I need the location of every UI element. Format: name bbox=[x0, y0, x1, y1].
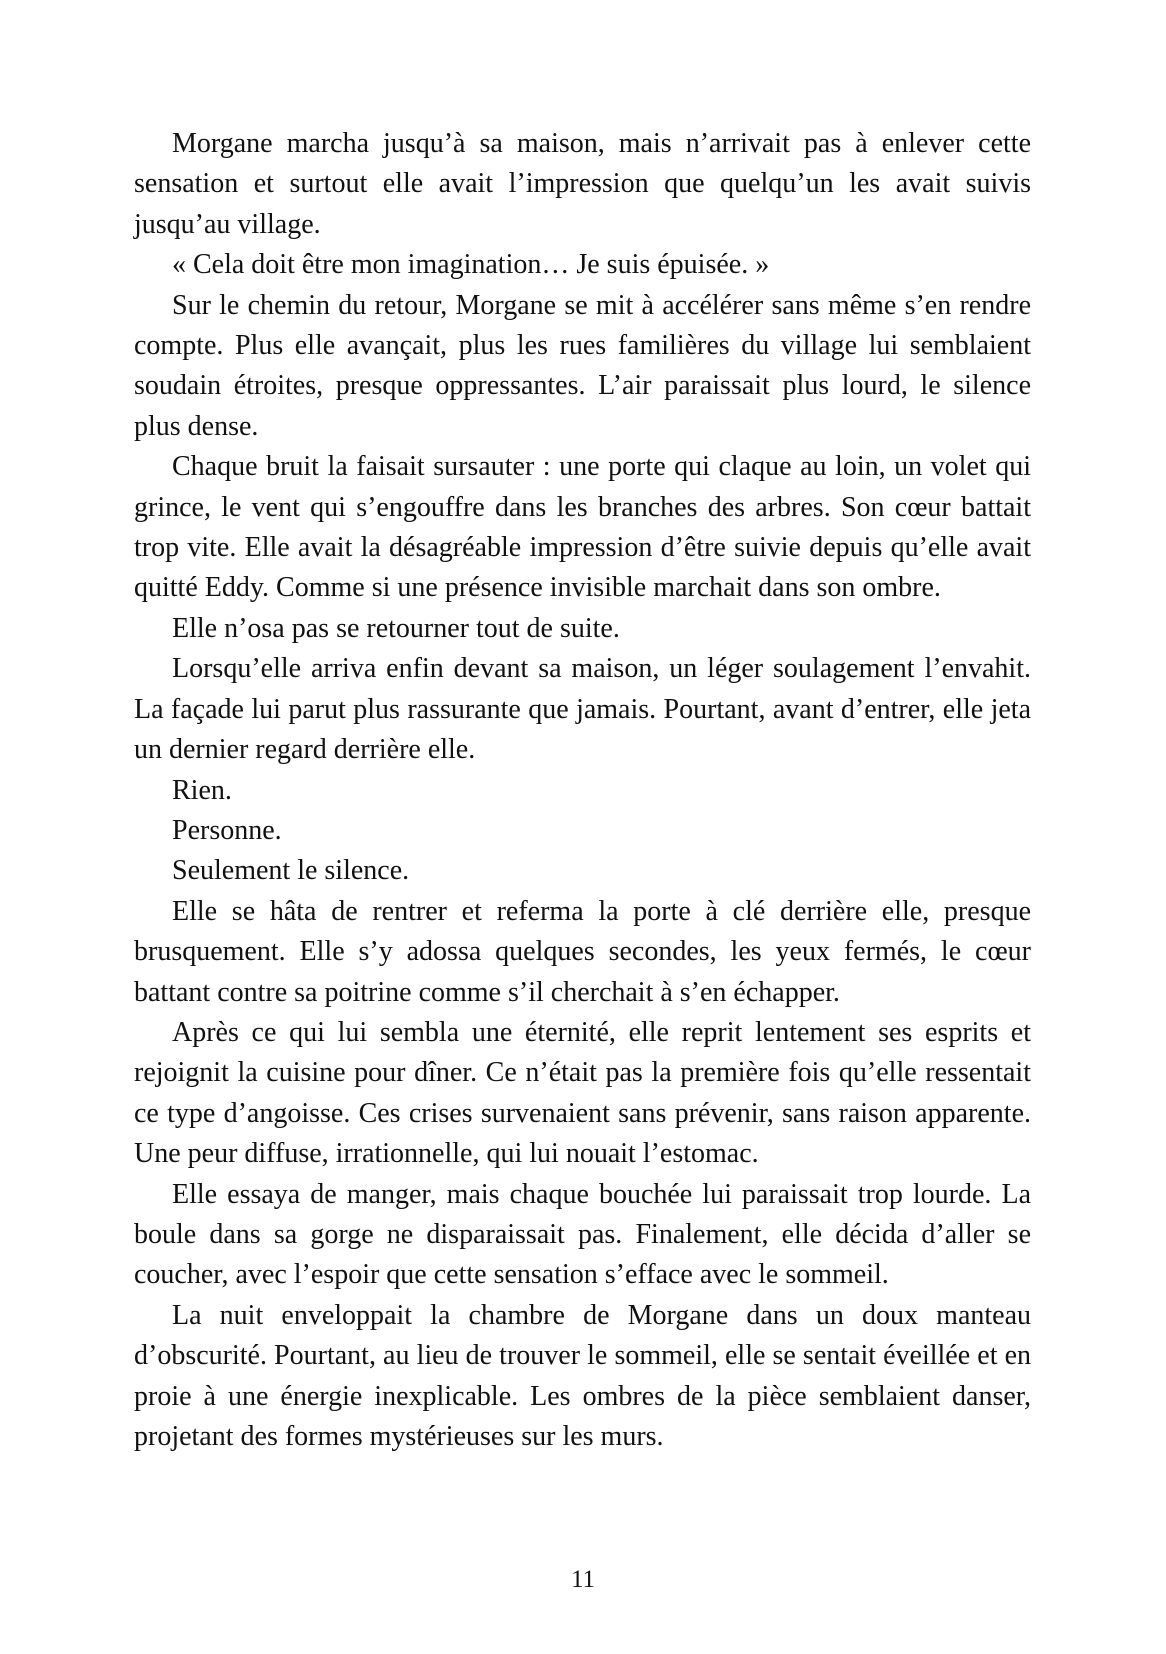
paragraph: Elle se hâta de rentrer et referma la porte à clé derrière elle, presque brusquement. Elle s’y adossa quelques secondes, les yeux fermés, le cœur battant contre sa poitrine comme s’il cherchait à s’en échapper. bbox=[134, 895, 1031, 1008]
paragraph: Lorsqu’elle arriva enfin devant sa maison, un léger soulagement l’envahit. La façade lui parut plus rassurante que jamais. Pourtant, avant d’entrer, elle jeta un dernier regard derrière elle. bbox=[134, 653, 1031, 766]
page-number: 11 bbox=[570, 1566, 596, 1593]
paragraph: Personne. bbox=[172, 814, 282, 846]
paragraph: Rien. bbox=[172, 774, 232, 806]
paragraph: Elle essaya de manger, mais chaque bouchée lui paraissait trop lourde. La boule dans sa gorge ne disparaissait pas. Finalement, elle décida d’aller se coucher, avec l’espoir que cette sensation s’efface avec le sommeil. bbox=[134, 1178, 1031, 1291]
paragraph: Après ce qui lui sembla une éternité, elle reprit lentement ses esprits et rejoignit la cuisine pour dîner. Ce n’était pas la première fois qu’elle ressentait ce type d’angoisse. Ces crises survenaient sans prévenir, sans raison apparente. Une peur diffuse, irrationnelle, qui lui nouait l’estomac. bbox=[134, 1016, 1031, 1170]
paragraph: « Cela doit être mon imagination… Je suis épuisée. » bbox=[172, 249, 770, 281]
paragraph: Seulement le silence. bbox=[172, 855, 410, 887]
paragraph: La nuit enveloppait la chambre de Morgane dans un doux manteau d’obscurité. Pourtant, au lieu de trouver le sommeil, elle se sentait éveillée et en proie à une énergie inexplicable. Les ombres de la pièce semblaient danser, projetant des formes mystérieuses sur les murs. bbox=[134, 1299, 1031, 1452]
paragraph: Elle n’osa pas se retourner tout de suite. bbox=[172, 612, 620, 644]
body-text bbox=[134, 124, 1031, 1457]
paragraph: Sur le chemin du retour, Morgane se mit à accélérer sans même s’en rendre compte. Plus elle avançait, plus les rues familières du village lui semblaient soudain étroites, presque oppressantes. L’air paraissait plus lourd, le silence plus dense. bbox=[134, 289, 1031, 442]
paragraph: Chaque bruit la faisait sursauter : une porte qui claque au loin, un volet qui grince, le vent qui s’engouffre dans les branches des arbres. Son cœur battait trop vite. Elle avait la désagréable impression d’être suivie depuis qu’elle avait quitté Eddy. Comme si une présence invisible marchait dans son ombre. bbox=[134, 451, 1031, 604]
paragraph: Morgane marcha jusqu’à sa maison, mais n’arrivait pas à enlever cette sensation et surtout elle avait l’impression que quelqu’un les avait suivis jusqu’au village. bbox=[134, 128, 1031, 240]
